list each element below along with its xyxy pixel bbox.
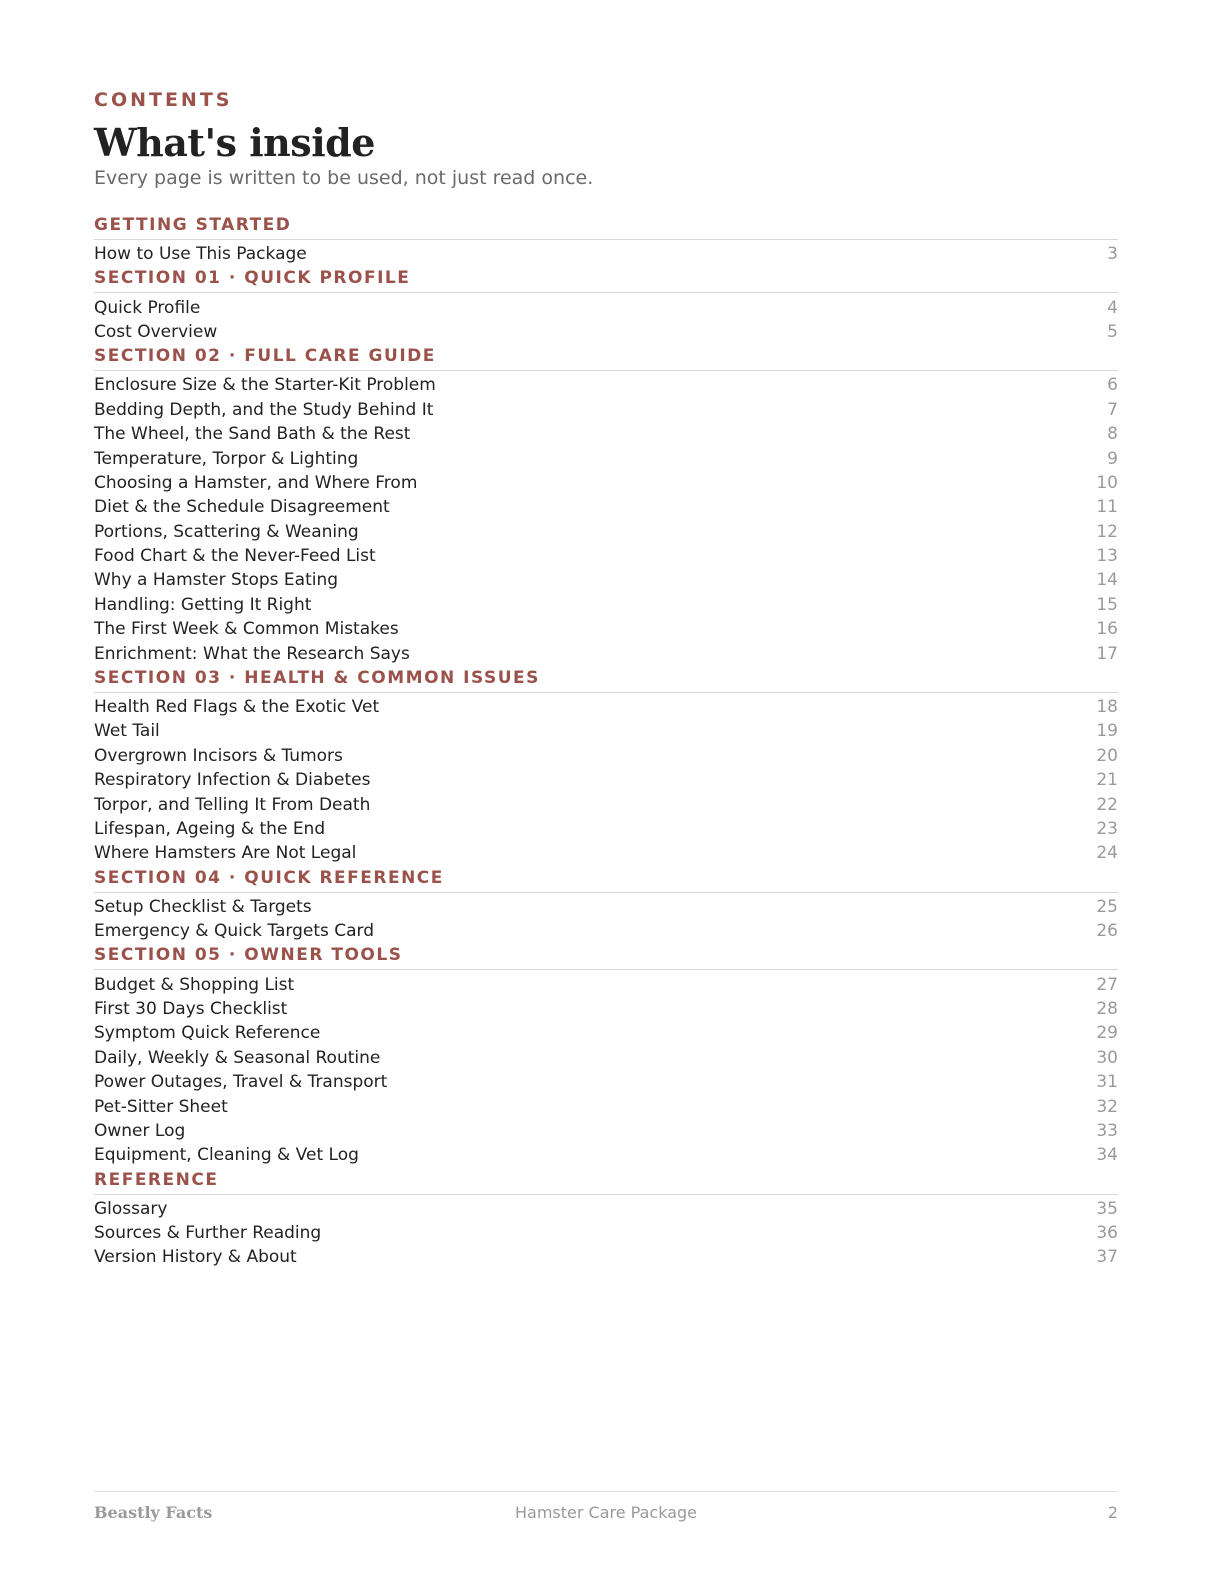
toc-entry-label: The Wheel, the Sand Bath & the Rest bbox=[94, 424, 411, 445]
toc-entry-label: Why a Hamster Stops Eating bbox=[94, 570, 339, 591]
toc-entry-label: Health Red Flags & the Exotic Vet bbox=[94, 697, 380, 718]
toc-entry-label: How to Use This Package bbox=[94, 244, 307, 265]
toc-entry-page-number: 15 bbox=[1096, 594, 1118, 615]
toc-entry-page-number: 35 bbox=[1096, 1198, 1118, 1219]
toc-entry[interactable] bbox=[94, 1070, 1118, 1094]
toc-entry[interactable] bbox=[94, 373, 1118, 397]
toc-entry[interactable] bbox=[94, 1046, 1118, 1070]
toc-entry-label: Enrichment: What the Research Says bbox=[94, 643, 410, 664]
toc-entry-page-number: 8 bbox=[1107, 424, 1118, 445]
toc-entry[interactable] bbox=[94, 593, 1118, 617]
toc-entry[interactable] bbox=[94, 841, 1118, 865]
toc-entry-label: Overgrown Incisors & Tumors bbox=[94, 745, 343, 766]
toc-entry-page-number: 12 bbox=[1096, 521, 1118, 542]
toc-entry[interactable] bbox=[94, 242, 1118, 266]
toc-entry[interactable] bbox=[94, 768, 1118, 792]
toc-entry-page-number: 27 bbox=[1096, 974, 1118, 995]
toc-entry-page-number: 3 bbox=[1107, 244, 1118, 265]
toc-entry[interactable] bbox=[94, 895, 1118, 919]
toc-entry-label: First 30 Days Checklist bbox=[94, 998, 288, 1019]
toc-entry-page-number: 18 bbox=[1096, 697, 1118, 718]
toc-entry-page-number: 24 bbox=[1096, 843, 1118, 864]
toc-entry[interactable] bbox=[94, 919, 1118, 943]
toc-entry-page-number: 4 bbox=[1107, 297, 1118, 318]
toc-entry-label: Cost Overview bbox=[94, 321, 218, 342]
toc-entry[interactable] bbox=[94, 641, 1118, 665]
toc-entry-page-number: 25 bbox=[1096, 896, 1118, 917]
section-heading: SECTION 05 · OWNER TOOLS bbox=[94, 943, 1118, 970]
toc-entry-page-number: 20 bbox=[1096, 745, 1118, 766]
toc-section bbox=[94, 266, 1118, 344]
toc-entry-page-number: 33 bbox=[1096, 1120, 1118, 1141]
section-heading: SECTION 01 · QUICK PROFILE bbox=[94, 266, 1118, 293]
toc-entry-label: Choosing a Hamster, and Where From bbox=[94, 472, 418, 493]
toc-entry-page-number: 28 bbox=[1096, 998, 1118, 1019]
toc-entry-page-number: 23 bbox=[1096, 819, 1118, 839]
toc-entry-label: Torpor, and Telling It From Death bbox=[94, 794, 371, 815]
toc-entry[interactable] bbox=[94, 520, 1118, 544]
page-subtitle: Every page is written to be used, not just read once. bbox=[94, 167, 594, 189]
toc-entry-page-number: 11 bbox=[1096, 497, 1118, 518]
toc-entry-label: Emergency & Quick Targets Card bbox=[94, 921, 375, 942]
toc-entry-page-number: 21 bbox=[1096, 770, 1118, 791]
toc-entry[interactable] bbox=[94, 695, 1118, 719]
toc-entry-page-number: 10 bbox=[1096, 472, 1118, 493]
toc-entry[interactable] bbox=[94, 817, 1118, 841]
toc-section bbox=[94, 666, 1118, 866]
toc-entry-page-number: 34 bbox=[1096, 1145, 1118, 1166]
toc-entry[interactable] bbox=[94, 398, 1118, 422]
toc-entry-page-number: 36 bbox=[1096, 1223, 1118, 1244]
toc-entry-label: Food Chart & the Never-Feed List bbox=[94, 546, 376, 567]
toc-entry-label: Glossary bbox=[94, 1198, 168, 1219]
toc-entry[interactable] bbox=[94, 1197, 1118, 1221]
toc-entry-page-number: 5 bbox=[1107, 321, 1118, 342]
table-of-contents bbox=[94, 213, 1118, 1270]
toc-entry-label: Wet Tail bbox=[94, 721, 160, 742]
toc-entry-label: The First Week & Common Mistakes bbox=[94, 619, 399, 640]
toc-entry-label: Diet & the Schedule Disagreement bbox=[94, 497, 390, 518]
toc-entry-page-number: 13 bbox=[1096, 546, 1118, 567]
section-heading: SECTION 03 · HEALTH & COMMON ISSUES bbox=[94, 666, 1118, 693]
toc-entry-label: Quick Profile bbox=[94, 297, 201, 318]
eyebrow-label: CONTENTS bbox=[94, 89, 233, 111]
toc-entry[interactable] bbox=[94, 1221, 1118, 1245]
toc-entry-page-number: 22 bbox=[1096, 794, 1118, 815]
section-heading: GETTING STARTED bbox=[94, 213, 1118, 240]
toc-entry-label: Temperature, Torpor & Lighting bbox=[94, 448, 359, 469]
toc-entry-label: Owner Log bbox=[94, 1120, 186, 1141]
toc-section bbox=[94, 1168, 1118, 1270]
toc-entry-page-number: 17 bbox=[1096, 643, 1118, 664]
toc-entry-label: Equipment, Cleaning & Vet Log bbox=[94, 1145, 359, 1166]
toc-entry[interactable] bbox=[94, 744, 1118, 768]
toc-entry-page-number: 6 bbox=[1107, 375, 1118, 396]
toc-section bbox=[94, 866, 1118, 944]
footer-document-title: Hamster Care Package bbox=[515, 1503, 697, 1522]
toc-entry[interactable] bbox=[94, 495, 1118, 519]
section-heading: SECTION 04 · QUICK REFERENCE bbox=[94, 866, 1118, 893]
toc-entry[interactable] bbox=[94, 719, 1118, 743]
toc-entry[interactable] bbox=[94, 320, 1118, 344]
toc-entry-page-number: 7 bbox=[1107, 399, 1118, 420]
toc-entry[interactable] bbox=[94, 1119, 1118, 1143]
toc-entry-label: Sources & Further Reading bbox=[94, 1223, 322, 1244]
toc-entry-page-number: 29 bbox=[1096, 1023, 1118, 1044]
section-heading: SECTION 02 · FULL CARE GUIDE bbox=[94, 344, 1118, 371]
toc-entry-label: Lifespan, Ageing & the End bbox=[94, 819, 326, 839]
toc-entry-label: Pet-Sitter Sheet bbox=[94, 1096, 228, 1117]
toc-entry[interactable] bbox=[94, 1094, 1118, 1118]
toc-entry-label: Daily, Weekly & Seasonal Routine bbox=[94, 1047, 381, 1068]
toc-entry-label: Power Outages, Travel & Transport bbox=[94, 1072, 388, 1093]
toc-entry-page-number: 31 bbox=[1096, 1072, 1118, 1093]
toc-entry-label: Respiratory Infection & Diabetes bbox=[94, 770, 371, 791]
toc-entry-page-number: 37 bbox=[1096, 1247, 1118, 1268]
toc-entry[interactable] bbox=[94, 544, 1118, 568]
page-title: What's inside bbox=[94, 120, 375, 165]
toc-entry-label: Setup Checklist & Targets bbox=[94, 896, 312, 917]
toc-entry-label: Portions, Scattering & Weaning bbox=[94, 521, 359, 542]
toc-entry[interactable] bbox=[94, 972, 1118, 996]
toc-entry-label: Symptom Quick Reference bbox=[94, 1023, 321, 1044]
footer-divider bbox=[94, 1491, 1118, 1492]
toc-entry-page-number: 30 bbox=[1096, 1047, 1118, 1068]
toc-entry-label: Where Hamsters Are Not Legal bbox=[94, 843, 357, 864]
toc-entry[interactable] bbox=[94, 997, 1118, 1021]
toc-section bbox=[94, 213, 1118, 266]
toc-entry[interactable] bbox=[94, 295, 1118, 319]
toc-entry-label: Bedding Depth, and the Study Behind It bbox=[94, 399, 434, 420]
toc-entry[interactable] bbox=[94, 422, 1118, 446]
toc-entry[interactable] bbox=[94, 446, 1118, 470]
footer-brand: Beastly Facts bbox=[94, 1503, 213, 1522]
toc-entry[interactable] bbox=[94, 617, 1118, 641]
toc-entry-page-number: 26 bbox=[1096, 921, 1118, 942]
toc-entry[interactable] bbox=[94, 1143, 1118, 1167]
toc-section bbox=[94, 344, 1118, 666]
toc-entry-page-number: 19 bbox=[1096, 721, 1118, 742]
toc-entry-label: Version History & About bbox=[94, 1247, 297, 1268]
toc-entry[interactable] bbox=[94, 471, 1118, 495]
page-footer bbox=[94, 1503, 1118, 1527]
toc-entry[interactable] bbox=[94, 1245, 1118, 1269]
toc-entry-label: Enclosure Size & the Starter-Kit Problem bbox=[94, 375, 436, 396]
toc-entry-page-number: 14 bbox=[1096, 570, 1118, 591]
footer-page-number: 2 bbox=[1107, 1503, 1118, 1522]
toc-section bbox=[94, 943, 1118, 1167]
toc-entry-label: Budget & Shopping List bbox=[94, 974, 295, 995]
toc-entry-page-number: 16 bbox=[1096, 619, 1118, 640]
toc-entry-page-number: 9 bbox=[1107, 448, 1118, 469]
toc-entry[interactable] bbox=[94, 792, 1118, 816]
toc-entry-label: Handling: Getting It Right bbox=[94, 594, 312, 615]
section-heading: REFERENCE bbox=[94, 1168, 1118, 1195]
toc-entry[interactable] bbox=[94, 1021, 1118, 1045]
toc-entry-page-number: 32 bbox=[1096, 1096, 1118, 1117]
toc-entry[interactable] bbox=[94, 568, 1118, 592]
